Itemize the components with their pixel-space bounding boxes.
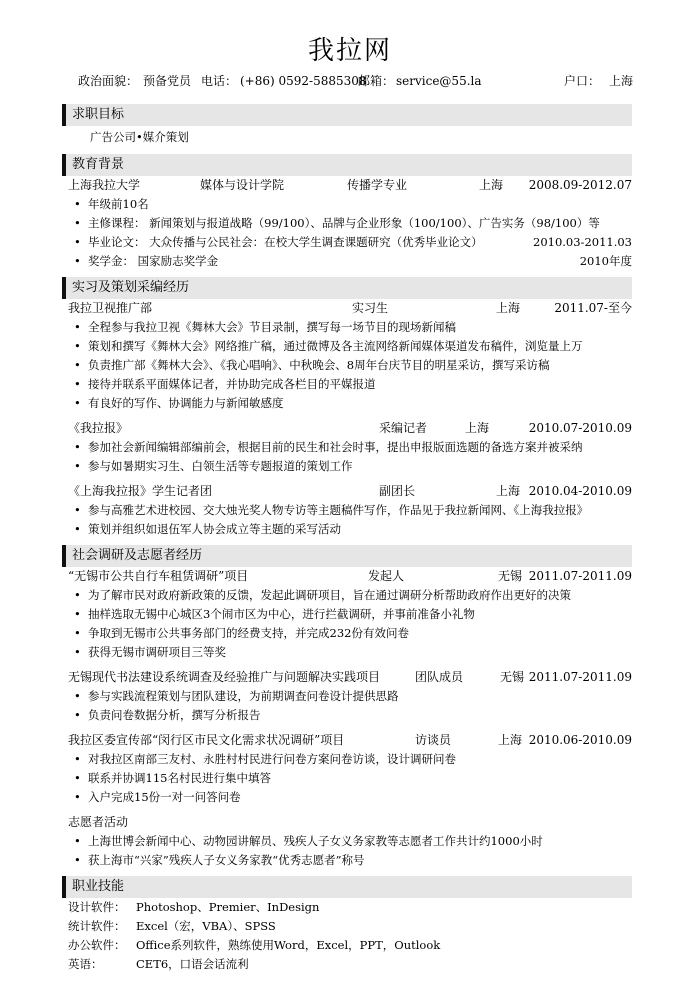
skills-section bbox=[68, 876, 632, 974]
city: 上海 bbox=[465, 421, 490, 435]
org: “无锡市公共自行车租赁调研”项目 bbox=[68, 569, 249, 583]
hukou-label: 户口： bbox=[564, 74, 601, 88]
politics-value: 预备党员 bbox=[143, 74, 192, 88]
role: 团队成员 bbox=[415, 670, 464, 684]
major: 传播学专业 bbox=[347, 178, 408, 192]
period: 2011.07-至今 bbox=[554, 301, 632, 315]
list-item: • 争取到无锡市公共事务部门的经费支持，并完成232份有效问卷 bbox=[68, 624, 632, 643]
role: 副团长 bbox=[379, 484, 416, 498]
phone-value: (+86) 0592-5885308 bbox=[240, 74, 367, 88]
list-item: • 上海世博会新闻中心、动物园讲解员、残疾人子女义务家教等志愿者工作共计约1000小时 bbox=[68, 832, 632, 851]
list-item: • 年级前10名 bbox=[68, 195, 632, 214]
city: 上海 bbox=[498, 733, 523, 747]
section-title: 实习及策划采编经历 bbox=[72, 280, 190, 295]
list-item: • 入户完成15份一对一问答问卷 bbox=[68, 788, 632, 807]
politics-label: 政治面貌： bbox=[78, 74, 139, 88]
section-title: 教育背景 bbox=[72, 157, 125, 172]
role: 实习生 bbox=[352, 301, 389, 315]
entry-row bbox=[68, 299, 632, 318]
volunteer-title: 志愿者活动 bbox=[68, 815, 129, 829]
org: 无锡现代书法建设系统调查及经验推广与问题解决实践项目 bbox=[68, 670, 381, 684]
education-section bbox=[68, 154, 632, 271]
internship-section bbox=[68, 277, 632, 539]
skill-row: 英语： CET6，口语会话流利 bbox=[68, 957, 249, 971]
period: 2010.04-2010.09 bbox=[528, 484, 632, 498]
section-header bbox=[62, 876, 632, 898]
role: 采编记者 bbox=[379, 421, 428, 435]
college: 媒体与设计学院 bbox=[200, 178, 285, 192]
role: 访谈员 bbox=[415, 733, 452, 747]
education-row bbox=[68, 176, 632, 195]
section-title: 职业技能 bbox=[72, 879, 125, 894]
list-item: • 参与实践流程策划与团队建设，为前期调查问卷设计提供思路 bbox=[68, 687, 632, 706]
period: 2010.07-2010.09 bbox=[528, 421, 632, 435]
org: 《我拉报》 bbox=[68, 421, 129, 435]
hukou-value: 上海 bbox=[609, 74, 634, 88]
list-item: • 有良好的写作、协调能力与新闻敏感度 bbox=[68, 394, 632, 413]
entry-row bbox=[68, 668, 632, 687]
period: 2011.07-2011.09 bbox=[528, 670, 632, 684]
org: 《上海我拉报》学生记者团 bbox=[68, 484, 213, 498]
list-item: • 参与高雅艺术进校园、交大烛光奖人物专访等主题稿件写作，作品见于我拉新闻网、《上海我拉报》 bbox=[68, 501, 632, 520]
section-header bbox=[62, 154, 632, 176]
list-item: • 联系并协调115名村民进行集中填答 bbox=[68, 769, 632, 788]
section-header bbox=[62, 545, 632, 567]
list-item: • 毕业论文： 大众传播与公民社会：在校大学生调查课题研究（优秀毕业论文） 2010.03-2011.03 bbox=[68, 233, 632, 252]
section-header bbox=[62, 104, 632, 126]
section-header bbox=[62, 277, 632, 299]
period: 2010.06-2010.09 bbox=[528, 733, 632, 747]
list-item: • 参与如暑期实习生、白领生活等专题报道的策划工作 bbox=[68, 457, 632, 476]
list-item: • 为了解市民对政府新政策的反馈，发起此调研项目，旨在通过调研分析帮助政府作出更好的决策 bbox=[68, 586, 632, 605]
social-section bbox=[68, 545, 632, 870]
objective-section bbox=[68, 104, 632, 148]
list-item: • 获上海市“兴家”残疾人子女义务家教“优秀志愿者”称号 bbox=[68, 851, 632, 870]
phone-label: 电话： bbox=[201, 74, 238, 88]
email-label: 邮箱： bbox=[358, 74, 395, 88]
school: 上海我拉大学 bbox=[68, 178, 141, 192]
skill-row: 设计软件： Photoshop、Premier、InDesign bbox=[68, 900, 320, 914]
list-item: • 对我拉区南部三友村、永胜村村民进行问卷方案问卷访谈，设计调研问卷 bbox=[68, 750, 632, 769]
list-item: • 策划并组织如退伍军人协会成立等主题的采写活动 bbox=[68, 520, 632, 539]
list-item: • 全程参与我拉卫视《舞林大会》节目录制，撰写每一场节目的现场新闻稿 bbox=[68, 318, 632, 337]
contact-line bbox=[68, 72, 632, 90]
city: 无锡 bbox=[498, 569, 523, 583]
list-item: • 策划和撰写《舞林大会》网络推广稿，通过微博及各主流网络新闻媒体渠道发布稿件，浏览量上万 bbox=[68, 337, 632, 356]
list-item: • 参加社会新闻编辑部编前会，根据目前的民生和社会时事，提出申报版面选题的备选方案并被采纳 bbox=[68, 438, 632, 457]
org: 我拉区委宣传部“闵行区市民文化需求状况调研”项目 bbox=[68, 733, 345, 747]
list-item: • 奖学金： 国家励志奖学金 2010年度 bbox=[68, 252, 632, 271]
city: 上海 bbox=[479, 178, 504, 192]
entry-row bbox=[68, 482, 632, 501]
objective-text: 广告公司•媒介策划 bbox=[90, 130, 189, 144]
period: 2008.09-2012.07 bbox=[528, 178, 632, 192]
list-item: • 主修课程： 新闻策划与报道战略（99/100）、品牌与企业形象（100/100）、广告实务（98/100）等 bbox=[68, 214, 632, 233]
section-title: 社会调研及志愿者经历 bbox=[72, 548, 203, 563]
period: 2011.07-2011.09 bbox=[528, 569, 632, 583]
email-value[interactable]: service@55.la bbox=[396, 74, 482, 88]
skill-row: 办公软件： Office系列软件，熟练使用Word，Excel，PPT，Outlook bbox=[68, 938, 441, 952]
role: 发起人 bbox=[368, 569, 405, 583]
entry-row bbox=[68, 567, 632, 586]
org: 我拉卫视推广部 bbox=[68, 301, 153, 315]
entry-row bbox=[68, 419, 632, 438]
list-item: • 获得无锡市调研项目三等奖 bbox=[68, 643, 632, 662]
city: 上海 bbox=[496, 301, 521, 315]
entry-row bbox=[68, 731, 632, 750]
list-item: • 负责问卷数据分析，撰写分析报告 bbox=[68, 706, 632, 725]
list-item: • 负责推广部《舞林大会》、《我心唱响》、中秋晚会、8周年台庆节目的明星采访，撰写采访稿 bbox=[68, 356, 632, 375]
list-item: • 接待并联系平面媒体记者，并协助完成各栏目的平媒报道 bbox=[68, 375, 632, 394]
candidate-name: 我拉网 bbox=[307, 36, 392, 66]
list-item: • 抽样选取无锡中心城区3个闹市区为中心，进行拦截调研，并事前准备小礼物 bbox=[68, 605, 632, 624]
section-title: 求职目标 bbox=[72, 107, 125, 122]
city: 无锡 bbox=[500, 670, 525, 684]
skill-row: 统计软件： Excel（宏，VBA）、SPSS bbox=[68, 919, 276, 933]
city: 上海 bbox=[496, 484, 521, 498]
